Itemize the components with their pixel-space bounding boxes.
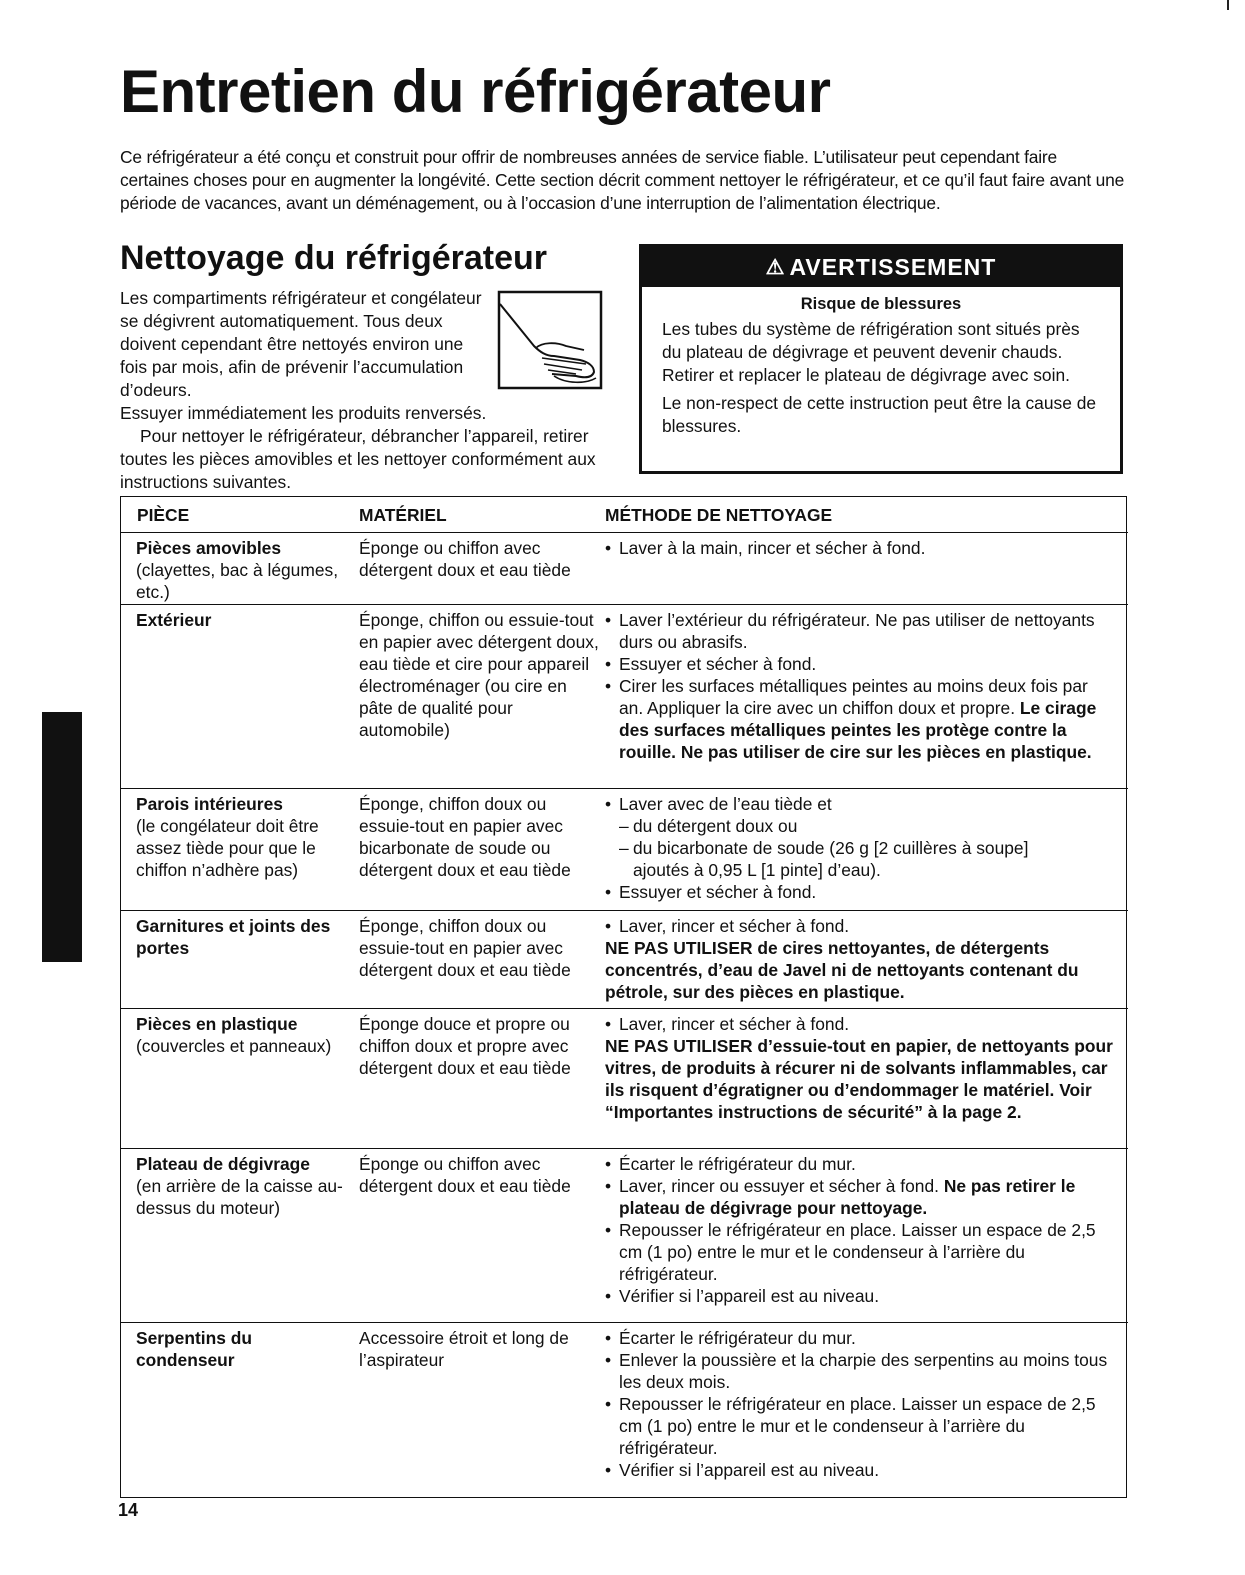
part-note: (clayettes, bac à légumes, etc.)	[136, 559, 339, 602]
warning-header	[642, 247, 1120, 287]
part-note: (en arrière de la caisse au-dessus du moteur)	[136, 1175, 343, 1218]
table-row	[121, 1008, 1128, 1148]
part-cell	[121, 532, 359, 604]
warning-subtitle: Risque de blessures	[800, 295, 962, 313]
table-row	[121, 604, 1128, 788]
part-name: Pièces en plastique	[136, 1013, 298, 1034]
method-subitem: – du détergent doux ou	[605, 815, 1114, 837]
method-warning-text: Le cirage des surfaces métalliques peintes les protège contre la rouille. Ne pas utiliser de cire sur les pièces en plastique.	[619, 697, 1097, 762]
method-item: • Laver, rincer et sécher à fond.	[605, 915, 1114, 937]
warning-text-1: Les tubes du système de réfrigération sont situés près du plateau de dégivrage et peuvent devenir chauds. Retirer et replacer le plateau de dégivrage avec soin.	[662, 319, 1080, 385]
intro-paragraph: Ce réfrigérateur a été conçu et construit pour offrir de nombreuses années de service fiable. L’utilisateur peut cependant faire certaines choses pour en augmenter la longévité. Cette section décrit comment nettoyer le réfrigérateur, et ce qu’il faut faire avant une période de vacances, avant un déménagement, ou à l’occasion d’une interruption de l’alimentation électrique.	[120, 147, 1125, 214]
part-cell	[121, 788, 359, 910]
material-cell: Éponge ou chiffon avec détergent doux et eau tiède	[359, 1148, 605, 1322]
method-item: • Écarter le réfrigérateur du mur.	[605, 1153, 1114, 1175]
material-cell: Éponge ou chiffon avec détergent doux et eau tiède	[359, 532, 605, 604]
method-item: • Repousser le réfrigérateur en place. Laisser un espace de 2,5 cm (1 po) entre le mur et le condenseur à l’arrière du réfrigérateur.	[605, 1219, 1114, 1285]
warning-text	[642, 314, 1120, 438]
cleaning-table	[120, 496, 1127, 1498]
warning-title: AVERTISSEMENT	[789, 253, 997, 280]
method-cell	[605, 604, 1128, 788]
part-cell	[121, 910, 359, 1008]
header-material: MATÉRIEL	[359, 497, 605, 532]
method-cell	[605, 1008, 1128, 1148]
part-name: Extérieur	[136, 609, 212, 630]
cleaning-paragraph-1: Les compartiments réfrigérateur et congélateur se dégivrent automatiquement. Tous deux doivent cependant être nettoyés environ une fois par mois, afin de prévenir l’accumulation d’odeurs.	[120, 288, 482, 400]
part-name: Pièces amovibles	[136, 537, 282, 558]
method-item: • Essuyer et sécher à fond.	[605, 881, 1114, 903]
method-item: • Laver, rincer et sécher à fond.	[605, 1013, 1114, 1035]
header-part: PIÈCE	[121, 497, 359, 532]
method-item: • Laver avec de l’eau tiède et	[605, 793, 1114, 815]
table-row	[121, 1148, 1128, 1322]
method-item: • Vérifier si l’appareil est au niveau.	[605, 1285, 1114, 1307]
part-name: Serpentins du condenseur	[136, 1327, 252, 1370]
corner-mark	[1227, 0, 1229, 10]
method-warning-text: NE PAS UTILISER de cires nettoyantes, de détergents concentrés, d’eau de Javel ni de nettoyants contenant du pétrole, sur des pièces en plastique.	[605, 937, 1079, 1002]
table-row	[121, 1322, 1128, 1481]
method-item: • Écarter le réfrigérateur du mur.	[605, 1327, 1114, 1349]
part-name: Garnitures et joints des portes	[136, 915, 331, 958]
part-cell	[121, 604, 359, 788]
method-item: • Laver l’extérieur du réfrigérateur. Ne pas utiliser de nettoyants durs ou abrasifs.	[605, 609, 1114, 653]
method-cell	[605, 910, 1128, 1008]
table-row	[121, 532, 1128, 604]
material-cell: Éponge douce et propre ou chiffon doux et propre avec détergent doux et eau tiède	[359, 1008, 605, 1148]
part-cell	[121, 1322, 359, 1481]
part-name: Parois intérieures	[136, 793, 283, 814]
table-header-row	[121, 497, 1128, 532]
method-cell	[605, 788, 1128, 910]
method-item	[605, 675, 1114, 763]
method-item: • Laver à la main, rincer et sécher à fond.	[605, 537, 1114, 559]
page-title: Entretien du réfrigérateur	[120, 58, 831, 125]
table-row	[121, 910, 1128, 1008]
table-row	[121, 788, 1128, 910]
method-subitem: – du bicarbonate de soude (26 g [2 cuillères à soupe]	[605, 837, 1114, 859]
method-item: • Essuyer et sécher à fond.	[605, 653, 1114, 675]
material-cell: Accessoire étroit et long de l’aspirateur	[359, 1322, 605, 1481]
header-method: MÉTHODE DE NETTOYAGE	[605, 497, 1128, 532]
method-subitem-cont: ajoutés à 0,95 L [1 pinte] d’eau).	[633, 859, 881, 880]
method-cell	[605, 1322, 1128, 1481]
part-name: Plateau de dégivrage	[136, 1153, 310, 1174]
warning-text-2: Le non-respect de cette instruction peut être la cause de blessures.	[662, 393, 1097, 436]
method-cell	[605, 532, 1128, 604]
page-number: 14	[118, 1500, 139, 1520]
section-title: Nettoyage du réfrigérateur	[120, 239, 547, 277]
part-note: (le congélateur doit être assez tiède pour que le chiffon n’adhère pas)	[136, 815, 319, 880]
method-warning-text: NE PAS UTILISER d’essuie-tout en papier, de nettoyants pour vitres, de produits à récurer ni de solvants inflammables, car ils risquent d’égratigner ou d’endommager le matériel. Voir “Importantes instructions de sécurité” à la page 2.	[605, 1035, 1113, 1122]
material-cell: Éponge, chiffon doux ou essuie-tout en papier avec bicarbonate de soude ou détergent doux et eau tiède	[359, 788, 605, 910]
material-cell: Éponge, chiffon ou essuie-tout en papier avec détergent doux, eau tiède et cire pour appareil électroménager (ou cire en pâte de qualité pour automobile)	[359, 604, 605, 788]
warning-box	[639, 244, 1123, 474]
cleaning-paragraph-1-end: Essuyer immédiatement les produits renversés.	[120, 403, 487, 423]
material-cell: Éponge, chiffon doux ou essuie-tout en papier avec détergent doux et eau tiède	[359, 910, 605, 1008]
method-text: Laver, rincer ou essuyer et sécher à fond.	[619, 1175, 939, 1196]
part-cell	[121, 1008, 359, 1148]
method-item	[605, 1175, 1114, 1219]
method-item: • Enlever la poussière et la charpie des serpentins au moins tous les deux mois.	[605, 1349, 1114, 1393]
method-item: • Repousser le réfrigérateur en place. Laisser un espace de 2,5 cm (1 po) entre le mur et le condenseur à l’arrière du réfrigérateur.	[605, 1393, 1114, 1459]
cleaning-intro	[120, 287, 600, 494]
part-cell	[121, 1148, 359, 1322]
section-tab	[42, 712, 82, 962]
method-warning-text: Ne pas retirer le plateau de dégivrage pour nettoyage.	[619, 1175, 1076, 1218]
method-text: Cirer les surfaces métalliques peintes au moins deux fois par an. Appliquer la cire avec un chiffon doux et propre.	[619, 675, 1088, 718]
method-item: • Vérifier si l’appareil est au niveau.	[605, 1459, 1114, 1481]
part-note: (couvercles et panneaux)	[136, 1035, 332, 1056]
warning-triangle-icon: ⚠	[765, 255, 786, 279]
cleaning-paragraph-2: Pour nettoyer le réfrigérateur, débrancher l’appareil, retirer toutes les pièces amovibles et les nettoyer conformément aux instructions suivantes.	[120, 426, 596, 492]
method-cell	[605, 1148, 1128, 1322]
